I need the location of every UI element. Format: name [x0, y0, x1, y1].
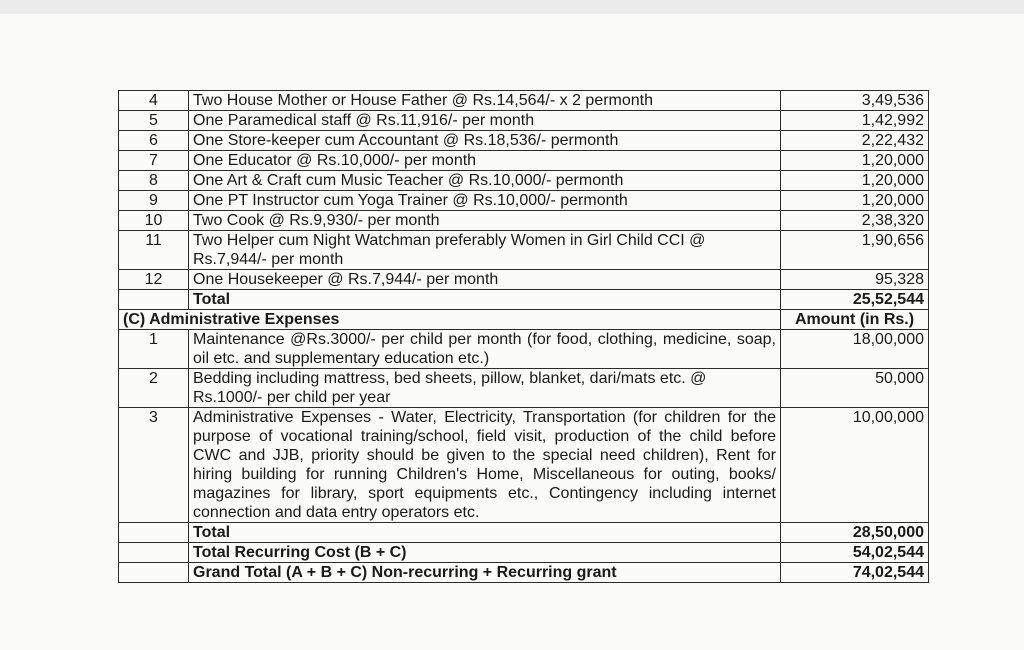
section-header-row — [119, 310, 929, 330]
row-description: Two Cook @ Rs.9,930/- per month — [189, 211, 781, 231]
table-row — [119, 231, 929, 270]
row-number: 2 — [119, 369, 189, 408]
row-amount: 1,20,000 — [781, 171, 929, 191]
table-row — [119, 111, 929, 131]
section-title: (C) Administrative Expenses — [119, 310, 781, 330]
row-amount: 1,20,000 — [781, 151, 929, 171]
admin-total-label: Total — [189, 523, 781, 543]
row-amount: 10,00,000 — [781, 408, 929, 523]
table-row — [119, 369, 929, 408]
recurring-total-label: Total Recurring Cost (B + C) — [189, 543, 781, 563]
row-description: Two Helper cum Night Watchman preferably Women in Girl Child CCI @ Rs.7,944/- per month — [189, 231, 781, 270]
top-bar — [0, 0, 1024, 14]
staff-total-row — [119, 290, 929, 310]
table-row — [119, 211, 929, 231]
row-description: One Paramedical staff @ Rs.11,916/- per month — [189, 111, 781, 131]
row-amount: 50,000 — [781, 369, 929, 408]
row-amount: 2,22,432 — [781, 131, 929, 151]
row-number: 5 — [119, 111, 189, 131]
admin-total-amount: 28,50,000 — [781, 523, 929, 543]
row-description: One Store-keeper cum Accountant @ Rs.18,536/- permonth — [189, 131, 781, 151]
row-amount: 18,00,000 — [781, 330, 929, 369]
row-description: Bedding including mattress, bed sheets, pillow, blanket, dari/mats etc. @ Rs.1000/- per child per year — [189, 369, 781, 408]
row-description: One Art & Craft cum Music Teacher @ Rs.10,000/- permonth — [189, 171, 781, 191]
admin-total-row — [119, 523, 929, 543]
staff-total-label: Total — [189, 290, 781, 310]
row-number: 12 — [119, 270, 189, 290]
table-row — [119, 330, 929, 369]
row-number: 10 — [119, 211, 189, 231]
row-amount: 1,20,000 — [781, 191, 929, 211]
row-description: One Educator @ Rs.10,000/- per month — [189, 151, 781, 171]
row-number: 1 — [119, 330, 189, 369]
row-amount: 95,328 — [781, 270, 929, 290]
row-number: 6 — [119, 131, 189, 151]
grand-total-label: Grand Total (A + B + C) Non-recurring + Recurring grant — [189, 563, 781, 583]
expense-table — [118, 90, 929, 583]
row-amount: 1,42,992 — [781, 111, 929, 131]
row-number: 11 — [119, 231, 189, 270]
row-number: 8 — [119, 171, 189, 191]
grand-total-row — [119, 563, 929, 583]
table-row — [119, 131, 929, 151]
table-row — [119, 171, 929, 191]
row-description: One PT Instructor cum Yoga Trainer @ Rs.10,000/- permonth — [189, 191, 781, 211]
staff-total-amount: 25,52,544 — [781, 290, 929, 310]
table-row — [119, 270, 929, 290]
row-description: Administrative Expenses - Water, Electricity, Transportation (for children for the purpose of vocational training/school, field visit, production of the child before CWC and JJB, priority should be given to the special need children), Rent for hiring building for running Children's Home, Miscellaneous for outing, books/ magazines for library, sport equipments etc., Contingency including internet connection and data entry operators etc. — [189, 408, 781, 523]
amount-column-header: Amount (in Rs.) — [781, 310, 929, 330]
table-row — [119, 408, 929, 523]
recurring-total-amount: 54,02,544 — [781, 543, 929, 563]
row-number: 7 — [119, 151, 189, 171]
row-amount: 1,90,656 — [781, 231, 929, 270]
row-amount: 2,38,320 — [781, 211, 929, 231]
table-row — [119, 151, 929, 171]
row-description: Maintenance @Rs.3000/- per child per month (for food, clothing, medicine, soap, oil etc. and supplementary education etc.) — [189, 330, 781, 369]
grand-total-amount: 74,02,544 — [781, 563, 929, 583]
row-description: One Housekeeper @ Rs.7,944/- per month — [189, 270, 781, 290]
row-number: 4 — [119, 91, 189, 111]
recurring-total-row — [119, 543, 929, 563]
row-number: 3 — [119, 408, 189, 523]
table-row — [119, 91, 929, 111]
row-number: 9 — [119, 191, 189, 211]
table-row — [119, 191, 929, 211]
row-description: Two House Mother or House Father @ Rs.14,564/- x 2 permonth — [189, 91, 781, 111]
row-amount: 3,49,536 — [781, 91, 929, 111]
